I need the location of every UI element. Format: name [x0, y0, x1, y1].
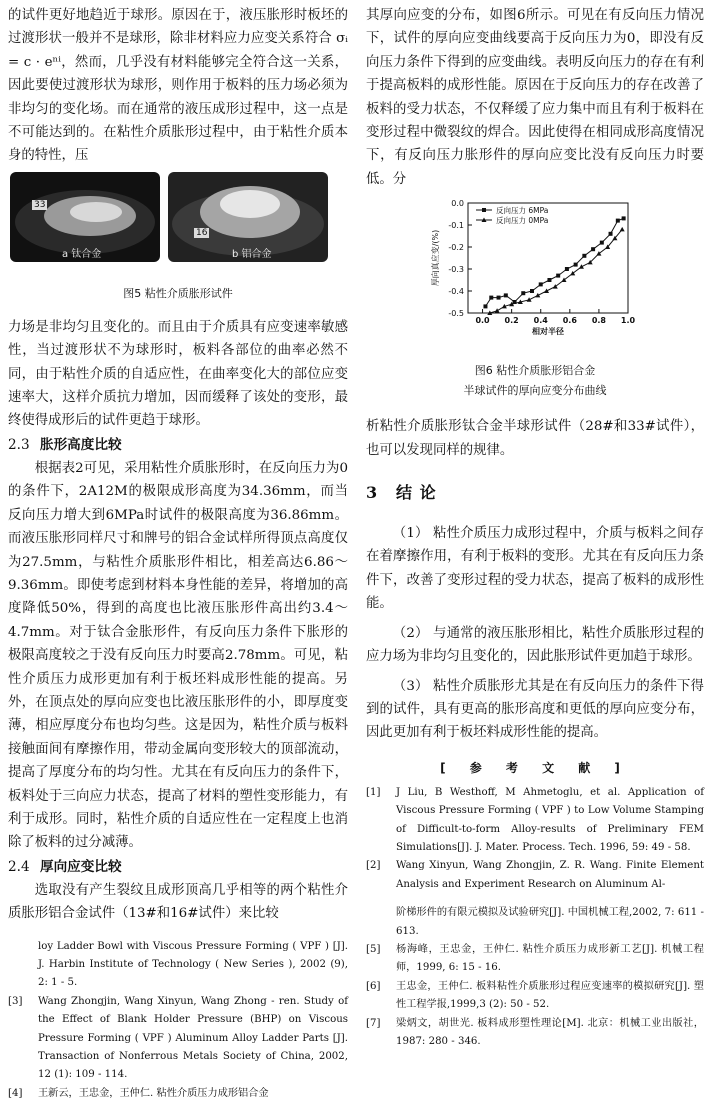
titanium-specimen-photo — [10, 172, 160, 262]
y-tick-label: 0.0 — [451, 199, 464, 209]
paragraph-2-3: 根据表2可见，采用粘性介质胀形时，在反向压力为0的条件下，2A12M的极限成形高度为34.36mm，而当反向压力增大到6MPa时试件的极限高度为36.86mm。而液压胀形同样尺寸和牌号的铝合金试样所得顶点高度仅为27.5mm，与粘性介质胀形件相比，相差高达6.86～9.36mm。即使考虑到材料本身性能的差异，将增加的高度降低50%，得到的高度也比液压胀形件高出约3.4～4.7mm。对于钛合金胀形件，有反向压力条件下胀形的极限高度较之于没有反向压力时要高2.78mm。可见，粘性介质压力成形更加有利于板坯料成形性能的提高。另外，在顶点处的厚向应变也比液压胀形件的小，即厚度变薄，相应厚度分布也均匀些。这是因为，粘性介质与板料接触面间有摩擦作用，带动金属向变形较大的顶部流动，提高了厚度分布的均匀性。尤其在有反向压力的条件下，板料处于三向应力状态，提高了材料的塑性变形能力，有利于成形。同时，粘性介质的自适应性在一定程度上也消除了板料的过分减薄。 — [8, 460, 348, 851]
data-point — [495, 309, 500, 314]
x-tick-label: 1.0 — [620, 316, 636, 326]
legend-marker — [482, 208, 486, 212]
heading-2-3 — [8, 433, 348, 457]
photo-label-a: a 钛合金 — [62, 248, 102, 260]
data-point — [574, 263, 578, 267]
reference-number: [3] — [8, 995, 23, 1007]
reference-text: Wang Xinyun, Wang Zhongjin, Z. R. Wang. Finite Element Analysis and Experiment Research on Aluminum Al- — [396, 860, 704, 890]
reference-text: loy Ladder Bowl with Viscous Pressure Forming ( VPF ) [J]. J. Harbin Institute of Technology ( New Series ), 2002 (9), 2: 1 - 5. — [38, 940, 348, 989]
section-3-heading — [366, 478, 704, 508]
reference-number: [2] — [366, 860, 381, 872]
reference-4-continued: 阶梯形件的有限元模拟及试验研究[J]. 中国机械工程,2002, 7: 611 - 613. — [396, 907, 704, 937]
data-point — [616, 219, 620, 223]
y-tick-label: -0.2 — [448, 243, 464, 253]
data-point — [579, 265, 584, 270]
left-column — [8, 4, 348, 1103]
reference-2 — [366, 857, 704, 894]
paragraph-after-fig6: 析粘性介质胀形钛合金半球形试件（28#和33#试件），也可以发现同样的规律。 — [366, 419, 704, 458]
figure-5 — [8, 172, 348, 280]
heading-2-4-number: 2.4 — [8, 858, 30, 875]
data-point — [620, 227, 625, 232]
specimen-number-b: 16 — [196, 227, 208, 238]
data-point — [483, 305, 487, 309]
conclusions-list — [366, 522, 704, 745]
paragraph-2-4: 选取没有产生裂纹且成形顶高几乎相等的两个粘性介质胀形铝合金试件（13#和16#试件）来比较 — [8, 882, 348, 922]
strain-distribution-chart — [366, 191, 704, 351]
series-line-0 — [485, 219, 623, 307]
x-axis-label: 相对半径 — [532, 327, 564, 337]
data-point — [521, 291, 525, 295]
references-heading: [ 参 考 文 献 ] — [440, 760, 630, 775]
heading-2-3-title: 胀形高度比较 — [40, 436, 122, 453]
conclusion-item: （3） 粘性介质胀形尤其是在有反向压力的条件下得到的试件，具有更高的胀形高度和更低的厚向应变分布，因此更加有利于板坯料成形性能的提高。 — [366, 678, 704, 741]
heading-2-4 — [8, 855, 348, 879]
reference-text: Wang Zhongjin, Wang Xinyun, Wang Zhong - ren. Study of the Effect of Blank Holder Pressure (BHP) on Viscous Pressure Forming ( VPF ) Aluminum Alloy Ladder Parts [J]. Transaction of Nonferrous Metals Society of China, 2002, 12 (1): 109 - 114. — [38, 995, 348, 1081]
reference-7 — [366, 1015, 704, 1052]
data-point — [565, 267, 569, 271]
data-point — [591, 247, 595, 251]
reference-2-continued — [8, 938, 348, 993]
data-point — [539, 283, 543, 287]
data-point — [609, 232, 613, 236]
figure-5-caption: 图5 粘性介质胀形试件 — [123, 286, 233, 300]
data-point — [535, 293, 540, 298]
legend-label: 反向压力 6MPa — [496, 206, 549, 216]
conclusion-item: （2） 与通常的液压胀形相比，粘性介质胀形过程的应力场为非均匀且变化的，因此胀形试件更加趋于球形。 — [366, 625, 704, 665]
x-tick-label: 0.4 — [533, 316, 548, 326]
specimen-number-a: 33 — [34, 199, 46, 210]
data-point — [504, 294, 508, 298]
figure-6-caption-line2: 半球试件的厚向应变分布曲线 — [463, 384, 607, 398]
y-tick-label: -0.1 — [448, 221, 464, 231]
x-tick-label: 0.8 — [591, 316, 606, 326]
y-tick-label: -0.3 — [448, 265, 464, 275]
aluminum-specimen-photo — [168, 172, 328, 262]
data-point — [544, 289, 549, 294]
conclusion-item: （1） 粘性介质压力成形过程中，介质与板料之间存在着摩擦作用，有利于板料的变形。尤其在有反向压力条件下，改善了变形过程的受力状态，提高了板料的成形性能。 — [366, 526, 704, 612]
reference-3 — [8, 993, 348, 1085]
right-column — [366, 4, 704, 1051]
data-point — [530, 289, 534, 293]
x-tick-label: 0.2 — [504, 316, 519, 326]
x-tick-label: 0.6 — [562, 316, 577, 326]
reference-number — [8, 938, 38, 993]
reference-text: 王新云，王忠金，王仲仁. 粘性介质压力成形铝合金 — [38, 1087, 269, 1099]
data-point — [556, 274, 560, 278]
data-point — [582, 254, 586, 258]
reference-text: 王忠金，王仲仁. 板料粘性介质胀形过程应变速率的模拟研究[J]. 塑性工程学报,1999,3 (2): 50 - 52. — [396, 980, 704, 1011]
y-tick-label: -0.4 — [448, 287, 464, 297]
data-point — [527, 298, 532, 303]
section-3-title: 结 论 — [396, 483, 437, 503]
reference-number: [6] — [366, 980, 381, 992]
figure-6-caption-line1: 图6 粘性介质胀形铝合金 — [474, 364, 596, 378]
reference-1 — [366, 784, 704, 858]
reference-number: [1] — [366, 786, 381, 798]
reference-text: 杨海峰，王忠金，王仲仁. 粘性介质压力成形新工艺[J]. 机械工程师，1999, 6: 15 - 16. — [396, 943, 704, 974]
data-point — [497, 296, 501, 300]
photo-label-b: b 铝合金 — [232, 248, 272, 260]
reference-number: [4] — [8, 1087, 23, 1099]
data-point — [622, 217, 626, 221]
paragraph-top-right: 其厚向应变的分布，如图6所示。可见在有反向压力情况下，试件的厚向应变曲线要高于反向压力为0，即没有反向压力条件下得到的应变曲线。表明反向压力的存在有利于提高板料的成形性能。原因在于反向压力的存在改善了板料的受力状态，不仅释缓了应力集中而且有利于板料在变形过程中微裂纹的焊合。因此使得在相同成形高度情况下，有反向压力胀形件的厚向应变比没有反向压力时要低。分 — [366, 8, 704, 187]
reference-5 — [366, 941, 704, 978]
y-tick-label: -0.5 — [448, 309, 464, 319]
x-tick-label: 0.0 — [475, 316, 490, 326]
data-point — [547, 278, 551, 282]
reference-text: 梁炳文，胡世光. 板料成形塑性理论[M]. 北京：机械工业出版社，1987: 280 - 346. — [396, 1017, 704, 1047]
intro-paragraph: 的试件更好地趋近于球形。原因在于，液压胀形时板坯的过渡形状一般并不是球形，除非材料应力应变关系符合 σᵢ = c · eⁿⁱ，然而，几乎没有材料能够完全符合这一关系，因此要使过渡形状为球形，则作用于板料的压力场必须为非均匀的变化场。而在通常的液压成形过程中，这一点是不可能达到的。在粘性介质胀形过程中，由于粘性介质本身的特性，压 — [8, 8, 348, 164]
paragraph-after-fig5: 力场是非均匀且变化的。而且由于介质具有应变速率敏感性，当过渡形状不为球形时，板料各部位的曲率必然不同，由于粘性介质的自适应性，在曲率变化大的部位应变速率大，这样介质抗力增加，因而缓释了该处的变形，最终使得成形后的试件更趋于球形。 — [8, 319, 348, 429]
data-point — [489, 296, 493, 300]
reference-text: J Liu, B Westhoff, M Ahmetoglu, et al. Application of Viscous Pressure Forming ( VPF ) to Low Volume Stamping of Difficult-to-form Alloy-results of Preliminary FEM Simulations[J]. J. Mater. Process. Tech. 1996, 59: 49 - 58. — [396, 786, 704, 853]
y-axis-label: 厚向真应变/(%) — [431, 229, 440, 287]
data-point — [600, 241, 604, 245]
section-3-number: 3 — [366, 483, 379, 503]
reference-6 — [366, 978, 704, 1015]
figure-6-chart — [366, 191, 704, 351]
legend-label: 反向压力 0MPa — [496, 216, 549, 226]
heading-2-3-number: 2.3 — [8, 436, 30, 453]
reference-number: [7] — [366, 1017, 381, 1029]
reference-number: [5] — [366, 943, 381, 955]
reference-4 — [8, 1085, 348, 1103]
heading-2-4-title: 厚向应变比较 — [40, 858, 122, 875]
